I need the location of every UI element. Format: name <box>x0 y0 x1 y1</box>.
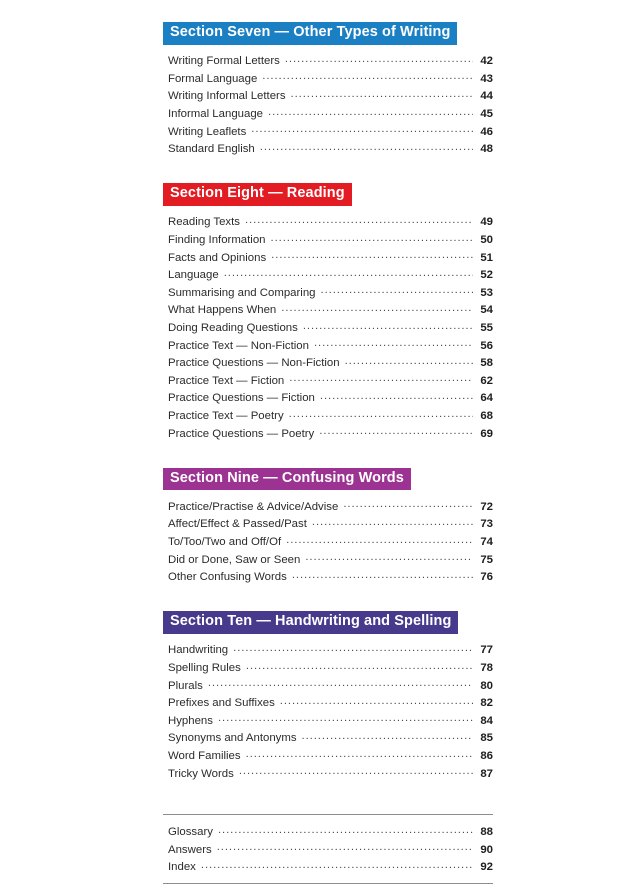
toc-entry-page: 43 <box>480 72 493 85</box>
toc-entry-title: Tricky Words <box>168 767 234 780</box>
toc-entry-page: 76 <box>480 571 493 584</box>
toc-entry-title: Practice/Practise & Advice/Advise <box>168 500 339 513</box>
toc-entry[interactable] <box>168 532 493 550</box>
dot-leader <box>320 390 473 401</box>
dot-leader <box>312 516 473 527</box>
toc-entry-title: Writing Informal Letters <box>168 90 286 103</box>
toc-entry[interactable] <box>168 424 493 442</box>
dot-leader <box>246 748 473 759</box>
toc-entry-title: Affect/Effect & Passed/Past <box>168 518 307 531</box>
toc-entry[interactable] <box>168 568 493 586</box>
section-spacer <box>163 157 493 183</box>
toc-entry-title: Summarising and Comparing <box>168 286 316 299</box>
dot-leader <box>285 53 473 64</box>
toc-entry-title: Facts and Opinions <box>168 251 267 264</box>
toc-entry[interactable] <box>168 122 493 140</box>
toc-entry-page: 69 <box>480 427 493 440</box>
dot-leader <box>292 569 473 580</box>
toc-entry-page: 88 <box>480 826 493 839</box>
toc-entry-page: 75 <box>480 553 493 566</box>
toc-entry[interactable] <box>168 301 493 319</box>
dot-leader <box>314 338 473 349</box>
dot-leader <box>268 106 473 117</box>
toc-entry-title: Answers <box>168 843 212 856</box>
toc-entry-title: Practice Questions — Fiction <box>168 392 315 405</box>
toc-entry-page: 52 <box>480 269 493 282</box>
toc-entry[interactable] <box>168 104 493 122</box>
dot-leader <box>343 499 473 510</box>
dot-leader <box>217 842 473 853</box>
dot-leader <box>224 267 473 278</box>
dot-leader <box>233 642 473 653</box>
section-ten-entries <box>168 641 493 782</box>
toc-entry[interactable] <box>168 389 493 407</box>
toc-entry-title: To/Too/Two and Off/Of <box>168 536 282 549</box>
toc-entry-title: Plurals <box>168 679 203 692</box>
section-heading-ten: Section Ten — Handwriting and Spelling <box>163 611 458 634</box>
toc-entry[interactable] <box>168 266 493 284</box>
dot-leader <box>260 141 473 152</box>
section-spacer <box>163 585 493 611</box>
backmatter-entries <box>168 823 493 876</box>
dot-leader <box>289 408 473 419</box>
toc-entry-page: 54 <box>480 304 493 317</box>
toc-entry-page: 56 <box>480 339 493 352</box>
section-spacer <box>163 782 493 808</box>
dot-leader <box>302 730 473 741</box>
toc-entry-title: Did or Done, Saw or Seen <box>168 553 301 566</box>
toc-entry[interactable] <box>168 371 493 389</box>
toc-entry-page: 58 <box>480 357 493 370</box>
toc-entry-page: 82 <box>480 697 493 710</box>
dot-leader <box>289 373 473 384</box>
toc-entry-page: 72 <box>480 500 493 513</box>
dot-leader <box>280 695 473 706</box>
dot-leader <box>218 713 473 724</box>
toc-entry-page: 86 <box>480 750 493 763</box>
toc-entry-title: Language <box>168 269 219 282</box>
dot-leader <box>321 285 473 296</box>
toc-entry-page: 46 <box>480 125 493 138</box>
toc-entry-title: Spelling Rules <box>168 662 241 675</box>
toc-entry-page: 48 <box>480 143 493 156</box>
toc-entry[interactable] <box>168 406 493 424</box>
toc-entry-title: Writing Leaflets <box>168 125 247 138</box>
toc-entry[interactable] <box>168 318 493 336</box>
toc-entry-page: 84 <box>480 714 493 727</box>
toc-entry-title: Index <box>168 861 196 874</box>
dot-leader <box>319 426 473 437</box>
toc-entry-page: 73 <box>480 518 493 531</box>
toc-entry-title: Practice Text — Non-Fiction <box>168 339 309 352</box>
dot-leader <box>246 660 473 671</box>
dot-leader <box>286 534 473 545</box>
toc-entry[interactable] <box>168 69 493 87</box>
dot-leader <box>303 320 473 331</box>
toc-entry[interactable] <box>168 823 493 841</box>
toc-entry[interactable] <box>168 283 493 301</box>
dot-leader <box>251 124 473 135</box>
toc-entry-title: Writing Formal Letters <box>168 55 280 68</box>
toc-entry[interactable] <box>168 248 493 266</box>
toc-entry-title: Word Families <box>168 750 241 763</box>
toc-entry-title: Handwriting <box>168 644 229 657</box>
section-seven <box>163 22 493 157</box>
toc-entry-title: Glossary <box>168 826 213 839</box>
toc-entry[interactable] <box>168 858 493 876</box>
toc-entry-title: Practice Questions — Non-Fiction <box>168 357 340 370</box>
dot-leader <box>208 678 473 689</box>
toc-entry-page: 74 <box>480 536 493 549</box>
dot-leader <box>271 232 473 243</box>
toc-entry-page: 64 <box>480 392 493 405</box>
toc-entry[interactable] <box>168 52 493 70</box>
toc-entry-page: 53 <box>480 286 493 299</box>
toc-entry-title: Prefixes and Suffixes <box>168 697 275 710</box>
toc-entry[interactable] <box>168 336 493 354</box>
toc-entry-page: 62 <box>480 374 493 387</box>
toc-entry-page: 85 <box>480 732 493 745</box>
toc-entry-title: Finding Information <box>168 234 266 247</box>
section-spacer <box>163 442 493 468</box>
toc-entry-page: 92 <box>480 861 493 874</box>
toc-entry-page: 90 <box>480 843 493 856</box>
toc-entry[interactable] <box>168 840 493 858</box>
toc-entry-title: Doing Reading Questions <box>168 322 298 335</box>
toc-entry[interactable] <box>168 676 493 694</box>
toc-entry[interactable] <box>168 354 493 372</box>
section-nine <box>163 468 493 586</box>
toc-entry[interactable] <box>168 550 493 568</box>
toc-entry-page: 50 <box>480 234 493 247</box>
toc-entry-title: Reading Texts <box>168 216 240 229</box>
toc-entry-page: 51 <box>480 251 493 264</box>
dot-leader <box>201 859 473 870</box>
toc-entry-title: Hyphens <box>168 714 213 727</box>
toc-entry-page: 87 <box>480 767 493 780</box>
section-ten <box>163 611 493 781</box>
toc-body <box>163 22 493 884</box>
toc-entry-page: 42 <box>480 55 493 68</box>
dot-leader <box>281 302 473 313</box>
toc-entry-page: 49 <box>480 216 493 229</box>
section-eight <box>163 183 493 441</box>
toc-entry-page: 78 <box>480 662 493 675</box>
toc-entry-page: 44 <box>480 90 493 103</box>
toc-entry[interactable] <box>168 497 493 515</box>
toc-entry[interactable] <box>168 515 493 533</box>
section-nine-entries <box>168 497 493 585</box>
section-heading-eight: Section Eight — Reading <box>163 183 352 206</box>
toc-entry-title: Practice Questions — Poetry <box>168 427 315 440</box>
toc-entry-title: Standard English <box>168 143 255 156</box>
toc-entry[interactable] <box>168 711 493 729</box>
toc-entry-title: What Happens When <box>168 304 277 317</box>
toc-entry-page: 55 <box>480 322 493 335</box>
toc-entry-page: 68 <box>480 410 493 422</box>
dot-leader <box>239 766 473 777</box>
section-heading-nine: Section Nine — Confusing Words <box>163 468 411 491</box>
toc-entry[interactable] <box>168 87 493 105</box>
toc-entry[interactable] <box>168 764 493 782</box>
dot-leader <box>218 824 473 835</box>
toc-entry[interactable] <box>168 746 493 764</box>
toc-entry-title: Practice Text — Poetry <box>168 410 284 422</box>
toc-entry-title: Practice Text — Fiction <box>168 374 285 387</box>
toc-entry[interactable] <box>168 729 493 747</box>
toc-entry[interactable] <box>168 658 493 676</box>
dot-leader <box>291 88 473 99</box>
toc-entry[interactable] <box>168 230 493 248</box>
toc-entry-title: Other Confusing Words <box>168 571 287 584</box>
section-heading-seven: Section Seven — Other Types of Writing <box>163 22 457 45</box>
toc-entry-title: Synonyms and Antonyms <box>168 732 297 745</box>
toc-entry[interactable] <box>168 694 493 712</box>
toc-entry-page: 77 <box>480 644 493 657</box>
toc-entry-page: 80 <box>480 679 493 692</box>
toc-entry[interactable] <box>168 641 493 659</box>
toc-entry-page: 45 <box>480 108 493 121</box>
section-eight-entries <box>168 213 493 442</box>
dot-leader <box>305 552 473 563</box>
toc-entry[interactable] <box>168 213 493 231</box>
toc-entry[interactable] <box>168 140 493 158</box>
dot-leader <box>245 214 473 225</box>
dot-leader <box>271 250 473 261</box>
section-seven-entries <box>168 52 493 158</box>
toc-entry-title: Informal Language <box>168 108 263 121</box>
backmatter-block <box>163 814 493 884</box>
toc-entry-title: Formal Language <box>168 72 258 85</box>
dot-leader <box>262 71 473 82</box>
dot-leader <box>345 355 473 366</box>
